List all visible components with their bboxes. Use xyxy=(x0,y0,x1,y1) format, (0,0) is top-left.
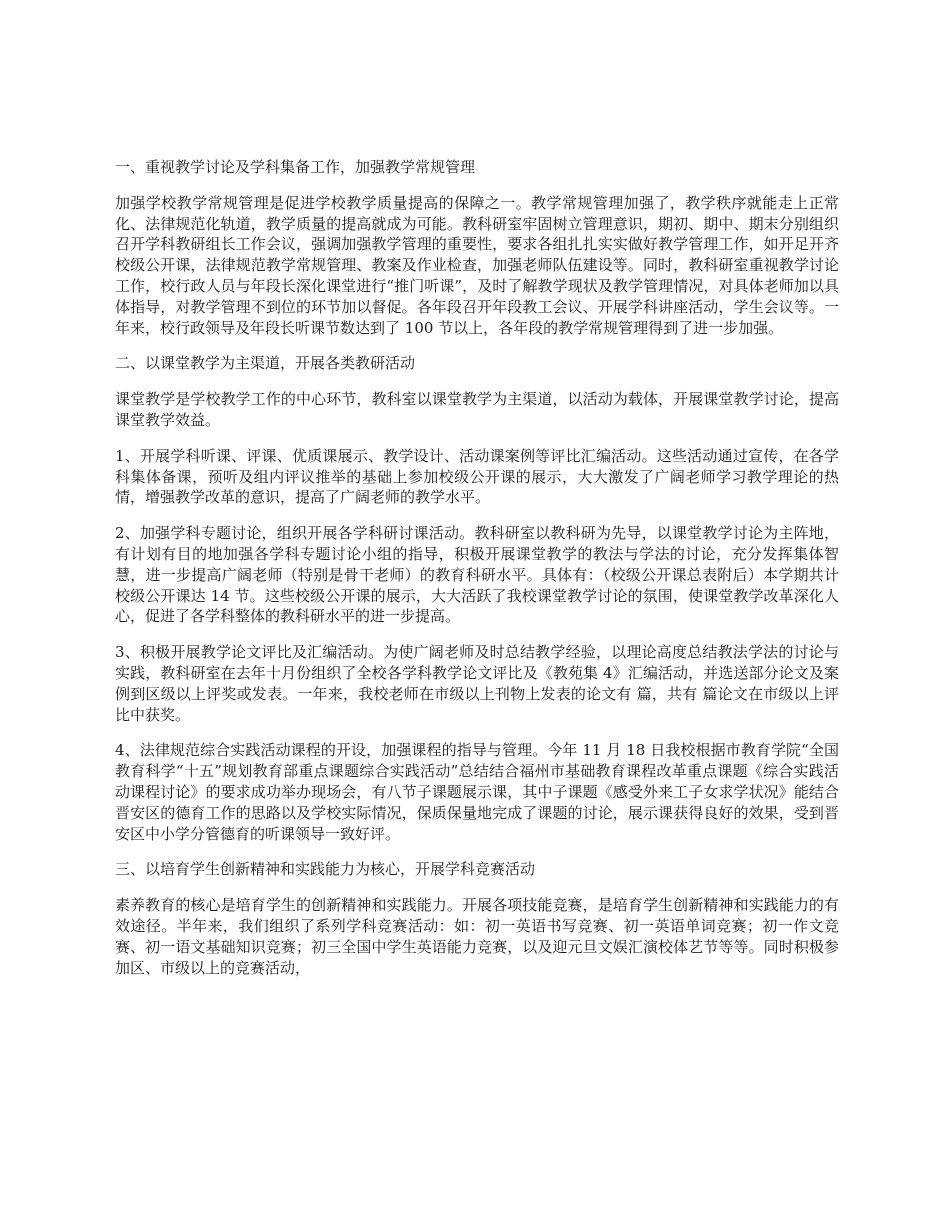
section-2-paragraph-3: 2、加强学科专题讨论，组织开展各学科研讨课活动。教科研室以教科研为先导，以课堂教学讨论为主阵地，有计划有目的地加强各学科专题讨论小组的指导，积极开展课堂教学的教法与学法的讨论，充分发挥集体智慧，进一步提高广阔老师（特别是骨干老师）的教育科研水平。具体有：（校级公开课总表附后）本学期共计校级公开课达 14 节。这些校级公开课的展示，大大活跃了我校课堂教学讨论的氛围，使课堂教学改革深化人心，促进了各学科整体的教科研水平的进一步提高。 xyxy=(115,524,839,626)
section-2-paragraph-5: 4、法律规范综合实践活动课程的开设，加强课程的指导与管理。今年 11 月 18 日我校根据市教育学院“全国教育科学“十五”规划教育部重点课题综合实践活动”总结结合福州市基础教育课程改革重点课题《综合实践活动课程讨论》的要求成功举办现场会，有八节子课题展示课，其中子课题《感受外来工子女求学状况》能结合晋安区的德育工作的思路以及学校实际情况，保质保量地完成了课题的讨论，展示课获得良好的效果，受到晋安区中小学分管德育的听课领导一致好评。 xyxy=(115,741,839,843)
section-1-paragraph-1: 加强学校教学常规管理是促进学校教学质量提高的保障之一。教学常规管理加强了，教学秩序就能走上正常化、法律规范化轨道，教学质量的提高就成为可能。教科研室牢固树立管理意识，期初、期中、期末分别组织召开学科教研组长工作会议，强调加强教学管理的重要性，要求各组扎扎实实做好教学管理工作，如开足开齐校级公开课，法律规范教学常规管理、教案及作业检查，加强老师队伍建设等。同时，教科研室重视教学讨论工作，校行政人员与年段长深化课堂进行“推门听课”，及时了解教学现状及教学管理情况，对具体老师加以具体指导，对教学管理不到位的环节加以督促。各年段召开年段教工会议、开展学科讲座活动，学生会议等。一年来，校行政领导及年段长听课节数达到了 100 节以上，各年段的教学常规管理得到了进一步加强。 xyxy=(115,193,839,337)
section-1-heading: 一、重视教学讨论及学科集备工作，加强教学常规管理 xyxy=(115,158,476,176)
section-2-paragraph-4: 3、积极开展教学论文评比及汇编活动。为使广阔老师及时总结教学经验，以理论高度总结教法学法的讨论与实践，教科研室在去年十月份组织了全校各学科教学论文评比及《教苑集 4》汇编活动，并选送部分论文及案例到区级以上评奖或发表。一年来，我校老师在市级以上刊物上发表的论文有 篇，共有 篇论文在市级以上评比中获奖。 xyxy=(115,643,839,724)
document-page xyxy=(115,157,839,993)
section-3-paragraph-1: 素养教育的核心是培育学生的创新精神和实践能力。开展各项技能竞赛，是培育学生创新精神和实践能力的有效途径。半年来，我们组织了系列学科竞赛活动：如：初一英语书写竞赛、初一英语单词竞赛；初一作文竞赛、初一语文基础知识竞赛；初三全国中学生英语能力竞赛，以及迎元旦文娱汇演校体艺节等等。同时积极参加区、市级以上的竞赛活动， xyxy=(115,896,839,977)
section-2-paragraph-2: 1、开展学科听课、评课、优质课展示、教学设计、活动课案例等评比汇编活动。这些活动通过宣传，在各学科集体备课，预听及组内评议推举的基础上参加校级公开课的展示，大大激发了广阔老师学习教学理论的热情，增强教学改革的意识，提高了广阔老师的教学水平。 xyxy=(115,446,839,507)
section-2-heading: 二、以课堂教学为主渠道，开展各类教研活动 xyxy=(115,354,416,373)
section-3-heading: 三、以培育学生创新精神和实践能力为核心，开展学科竞赛活动 xyxy=(115,860,536,879)
section-2-paragraph-1: 课堂教学是学校教学工作的中心环节，教科室以课堂教学为主渠道，以活动为载体，开展课堂教学讨论，提高课堂教学效益。 xyxy=(115,390,839,429)
